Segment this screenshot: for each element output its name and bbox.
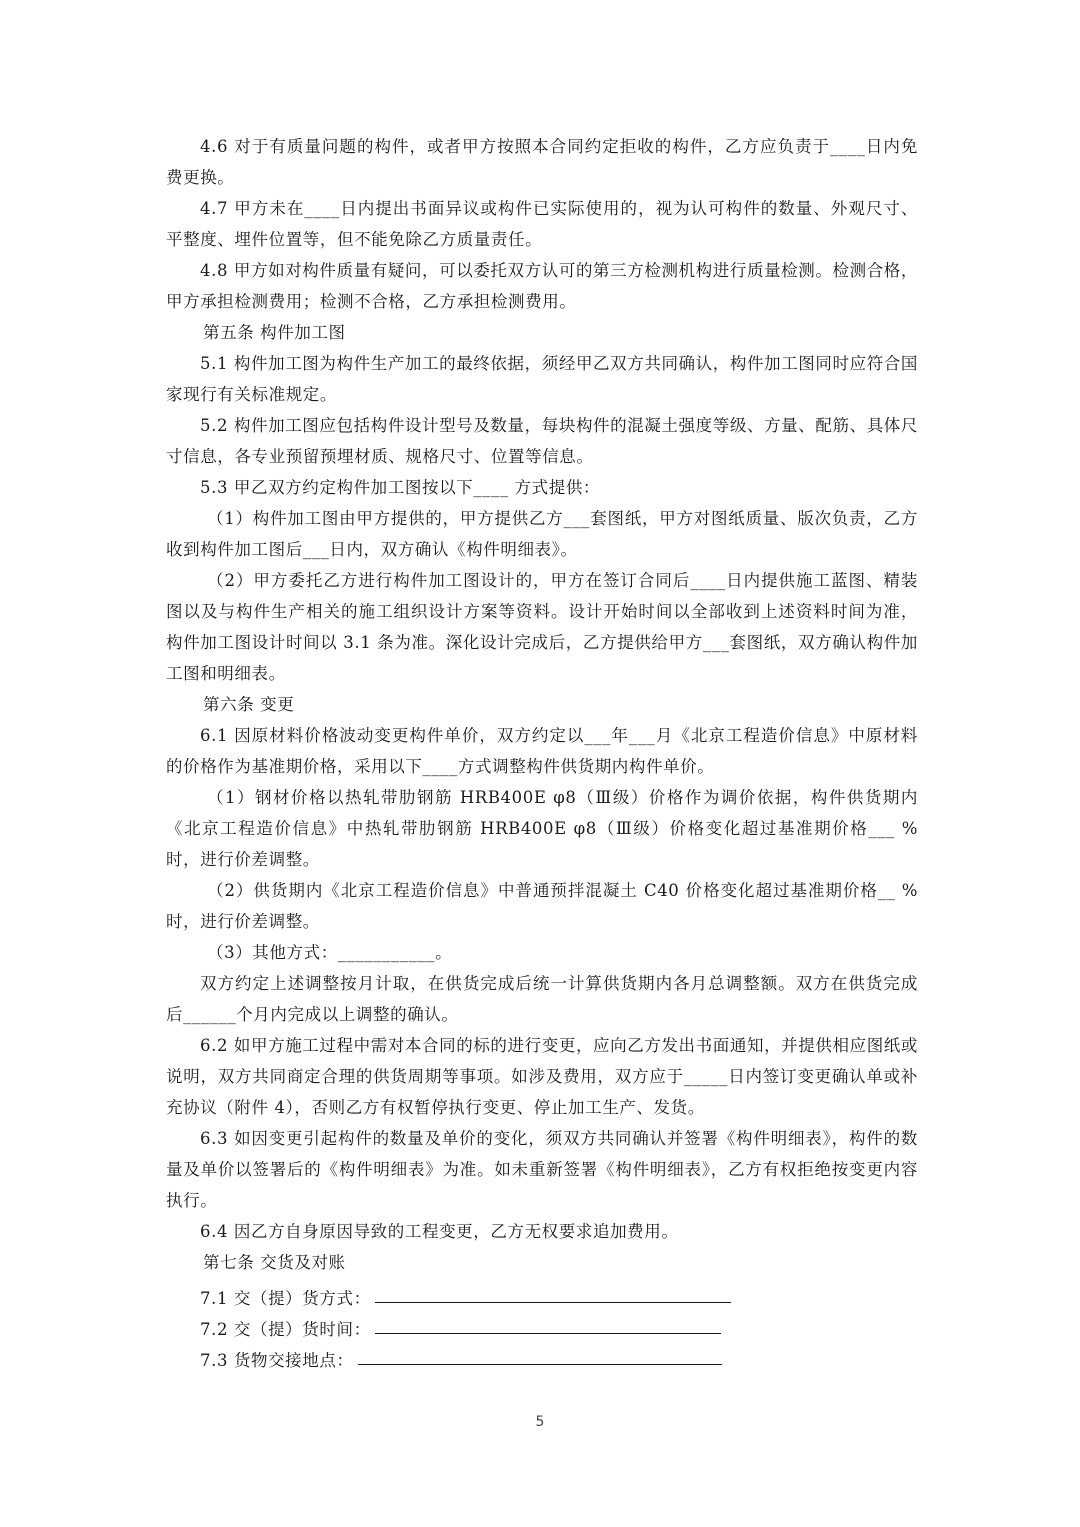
clause-5-3-option-1: （1）构件加工图由甲方提供的，甲方提供乙方___套图纸，甲方对图纸质量、版次负责，乙方收到构件加工图后___日内，双方确认《构件明细表》。 [166,509,918,559]
clause-6-4: 6.4 因乙方自身原因导致的工程变更，乙方无权要求追加费用。 [200,1222,679,1241]
article-7-heading: 第七条 交货及对账 [203,1253,346,1272]
clause-6-1-adjustment: 双方约定上述调整按月计取，在供货完成后统一计算供货期内各月总调整额。双方在供货完成后______个月内完成以上调整的确认。 [166,974,918,1024]
field-delivery-time [166,1309,918,1340]
clause-4-6: 4.6 对于有质量问题的构件，或者甲方按照本合同约定拒收的构件，乙方应负责于____日内免费更换。 [166,137,918,187]
contract-body [166,131,918,1371]
clause-5-3: 5.3 甲乙双方约定构件加工图按以下____ 方式提供： [200,478,601,497]
clause-6-1: 6.1 因原材料价格波动变更构件单价，双方约定以___年___月《北京工程造价信息》中原材料的价格作为基准期价格，采用以下____方式调整构件供货期内构件单价。 [166,726,918,776]
blank-line [358,1346,722,1365]
clause-6-1-option-1: （1）钢材价格以热轧带肋钢筋 HRB400E φ8（Ⅲ级）价格作为调价依据，构件供货期内《北京工程造价信息》中热轧带肋钢筋 HRB400E φ8（Ⅲ级）价格变化超过基准期价格___ % 时，进行价差调整。 [166,788,918,869]
clause-6-2: 6.2 如甲方施工过程中需对本合同的标的进行变更，应向乙方发出书面通知，并提供相应图纸或说明，双方共同商定合理的供货周期等事项。如涉及费用，双方应于_____日内签订变更确认单或补充协议（附件 4），否则乙方有权暂停执行变更、停止加工生产、发货。 [166,1036,918,1117]
field-label: 7.2 交（提）货时间： [200,1320,371,1339]
blank-line [375,1315,721,1334]
field-handover-location [166,1340,918,1371]
field-delivery-method [166,1278,918,1309]
blank-line [375,1284,731,1303]
article-6-heading: 第六条 变更 [203,695,295,714]
field-label: 7.1 交（提）货方式： [200,1289,371,1308]
field-label: 7.3 货物交接地点： [200,1351,354,1370]
clause-4-8: 4.8 甲方如对构件质量有疑问，可以委托双方认可的第三方检测机构进行质量检测。检测合格，甲方承担检测费用；检测不合格，乙方承担检测费用。 [166,261,918,311]
article-5-heading: 第五条 构件加工图 [203,323,346,342]
clause-5-3-option-2: （2）甲方委托乙方进行构件加工图设计的，甲方在签订合同后____日内提供施工蓝图、精装图以及与构件生产相关的施工组织设计方案等资料。设计开始时间以全部收到上述资料时间为准，构件加工图设计时间以 3.1 条为准。深化设计完成后，乙方提供给甲方___套图纸，双方确认构件加工图和明细表。 [166,571,918,683]
clause-5-2: 5.2 构件加工图应包括构件设计型号及数量，每块构件的混凝土强度等级、方量、配筋、具体尺寸信息，各专业预留预埋材质、规格尺寸、位置等信息。 [166,416,918,466]
page-number: 5 [535,1414,545,1430]
clause-6-3: 6.3 如因变更引起构件的数量及单价的变化，须双方共同确认并签署《构件明细表》，构件的数量及单价以签署后的《构件明细表》为准。如未重新签署《构件明细表》，乙方有权拒绝按变更内容执行。 [166,1129,918,1210]
clause-6-1-option-2: （2）供货期内《北京工程造价信息》中普通预拌混凝土 C40 价格变化超过基准期价格__ %时，进行价差调整。 [166,881,918,931]
clause-5-1: 5.1 构件加工图为构件生产加工的最终依据，须经甲乙双方共同确认，构件加工图同时应符合国家现行有关标准规定。 [166,354,918,404]
clause-4-7: 4.7 甲方未在____日内提出书面异议或构件已实际使用的，视为认可构件的数量、外观尺寸、平整度、埋件位置等，但不能免除乙方质量责任。 [166,199,918,249]
clause-6-1-option-3: （3）其他方式：___________。 [207,943,453,962]
